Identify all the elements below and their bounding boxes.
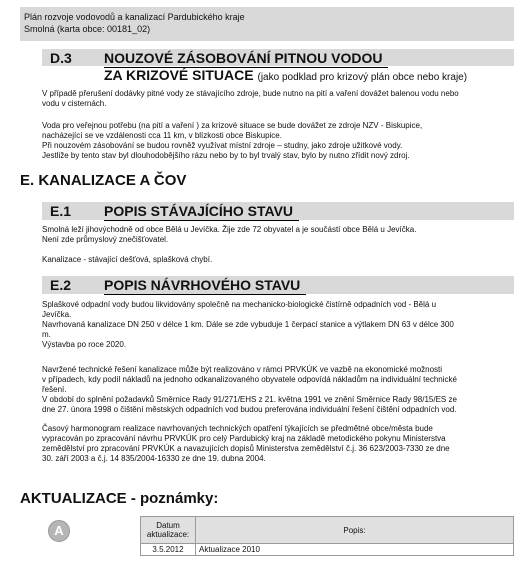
text-line: vypracován po zpracování návrhu PRVKÚK pro celý Pardubický kraj na základě metodického pokynu Ministerstva <box>42 434 446 443</box>
text-line: řešení. <box>42 385 67 394</box>
e2-paragraph-1 <box>42 300 512 350</box>
section-number: D.3 <box>50 50 72 66</box>
row-date: 3.5.2012 <box>141 544 196 556</box>
column-header-notes: Popis: <box>196 517 514 544</box>
text-line: nacházející se ve vzdálenosti cca 11 km, v blízkosti obce Biskupice. <box>42 131 282 140</box>
e1-paragraph-1 <box>42 225 512 245</box>
text-line: V případě přerušení dodávky pitné vody ze stávajícího zdroje, bude nutno na pití a vaření dovážet balenou vodu nebo <box>42 89 459 98</box>
document-header <box>20 7 514 41</box>
section-e1-heading <box>42 202 514 220</box>
text-line: Časový harmonogram realizace navrhovaných technických opatření týkajících se předmětné obce/města bude <box>42 424 433 433</box>
text-line: m. <box>42 330 51 339</box>
section-d3-heading <box>42 49 514 83</box>
logo-cell <box>42 517 141 544</box>
text-line: Kanalizace - stávající dešťová, splašková chybí. <box>42 255 213 264</box>
text-line: Jestliže by tento stav byl dlouhodobějšího rázu nebo by to byl trvalý stav, bylo by nutno zřídit nový zdroj. <box>42 151 410 160</box>
e1-paragraph-2 <box>42 255 512 265</box>
text-line: Jevíčka. <box>42 310 72 319</box>
section-title: NOUZOVÉ ZÁSOBOVÁNÍ PITNOU VODOU <box>104 49 388 68</box>
section-number: E.1 <box>50 203 72 219</box>
section-title: POPIS STÁVAJÍCÍHO STAVU <box>104 202 299 221</box>
d3-paragraph-1 <box>42 89 512 109</box>
text-line: Výstavba po roce 2020. <box>42 340 127 349</box>
e2-paragraph-3 <box>42 424 512 464</box>
text-line: dne 27. února 1998 o čištění městských odpadních vod budou preferována individuální řešení čištění odpadních vod. <box>42 405 457 414</box>
section-title-note: (jako podklad pro krizový plán obce nebo kraje) <box>257 72 468 83</box>
text-line: Při nouzovém zásobování se budou rovněž využívat místní zdroje – studny, jako zdroje užitkové vody. <box>42 141 403 150</box>
text-line: Není zde průmyslový znečišťovatel. <box>42 235 169 244</box>
text-line: v případech, kdy podíl nákladů na jednoho odkanalizovaného obyvatele odpovídá nákladům na individuální technické <box>42 375 457 384</box>
column-header-date: Datum aktualizace: <box>141 517 196 544</box>
updates-table <box>42 516 514 556</box>
text-line: Navrhovaná kanalizace DN 250 v délce 1 km. Dále se zde vybuduje 1 čerpací stanice a výtlakem DN 63 v délce 300 <box>42 320 454 329</box>
section-title: POPIS NÁVRHOVÉHO STAVU <box>104 276 306 295</box>
d3-paragraph-2 <box>42 121 512 161</box>
text-line: vodu v cisternách. <box>42 99 107 108</box>
section-number: E.2 <box>50 277 72 293</box>
section-title-part: ZA KRIZOVÉ SITUACE <box>104 67 254 83</box>
table-header-row <box>42 517 514 544</box>
section-e2-heading <box>42 276 514 294</box>
header-subtitle: Smolná (karta obce: 00181_02) <box>24 24 151 34</box>
text-line: V období do splnění požadavků Směrnice Rady 91/271/EHS z 21. května 1991 ve znění Směrnice Rady 98/15/ES ze <box>42 395 457 404</box>
chapter-heading: E. KANALIZACE A ČOV <box>20 172 187 189</box>
text-line: Navržené technické řešení kanalizace může být realizováno v rámci PRVKÚK ve vazbě na ekonomické možnosti <box>42 365 443 374</box>
text-line: zemědělství pro zpracování PRVKÚK a navazujících dopisů Ministerstva zemědělství č.j. 36 623/2003-7330 ze dne <box>42 444 450 453</box>
text-line: Splaškové odpadní vody budou likvidovány společně na mechanicko-biologické čistírně odpadních vod - Bělá u <box>42 300 437 309</box>
table-row <box>42 544 514 556</box>
section-title-line2 <box>104 66 467 87</box>
e2-paragraph-2 <box>42 365 512 415</box>
text-line: Voda pro veřejnou potřebu (na pití a vaření ) za krizové situace se bude dovážet ze zdroje NZV - Biskupice, <box>42 121 423 130</box>
update-logo-icon: A <box>48 520 70 542</box>
text-line: Smolná leží jihovýchodně od obce Bělá u Jevíčka. Žije zde 72 obyvatel a je součástí obce Bělá u Jevíčka. <box>42 225 417 234</box>
header-title: Plán rozvoje vodovodů a kanalizací Pardubického kraje <box>24 12 245 22</box>
updates-heading: AKTUALIZACE - poznámky: <box>20 490 219 507</box>
row-note: Aktualizace 2010 <box>196 544 514 556</box>
text-line: 30. září 2003 a č.j. 14 835/2004-16330 ze dne 19. dubna 2004. <box>42 454 266 463</box>
empty-cell <box>42 544 141 556</box>
